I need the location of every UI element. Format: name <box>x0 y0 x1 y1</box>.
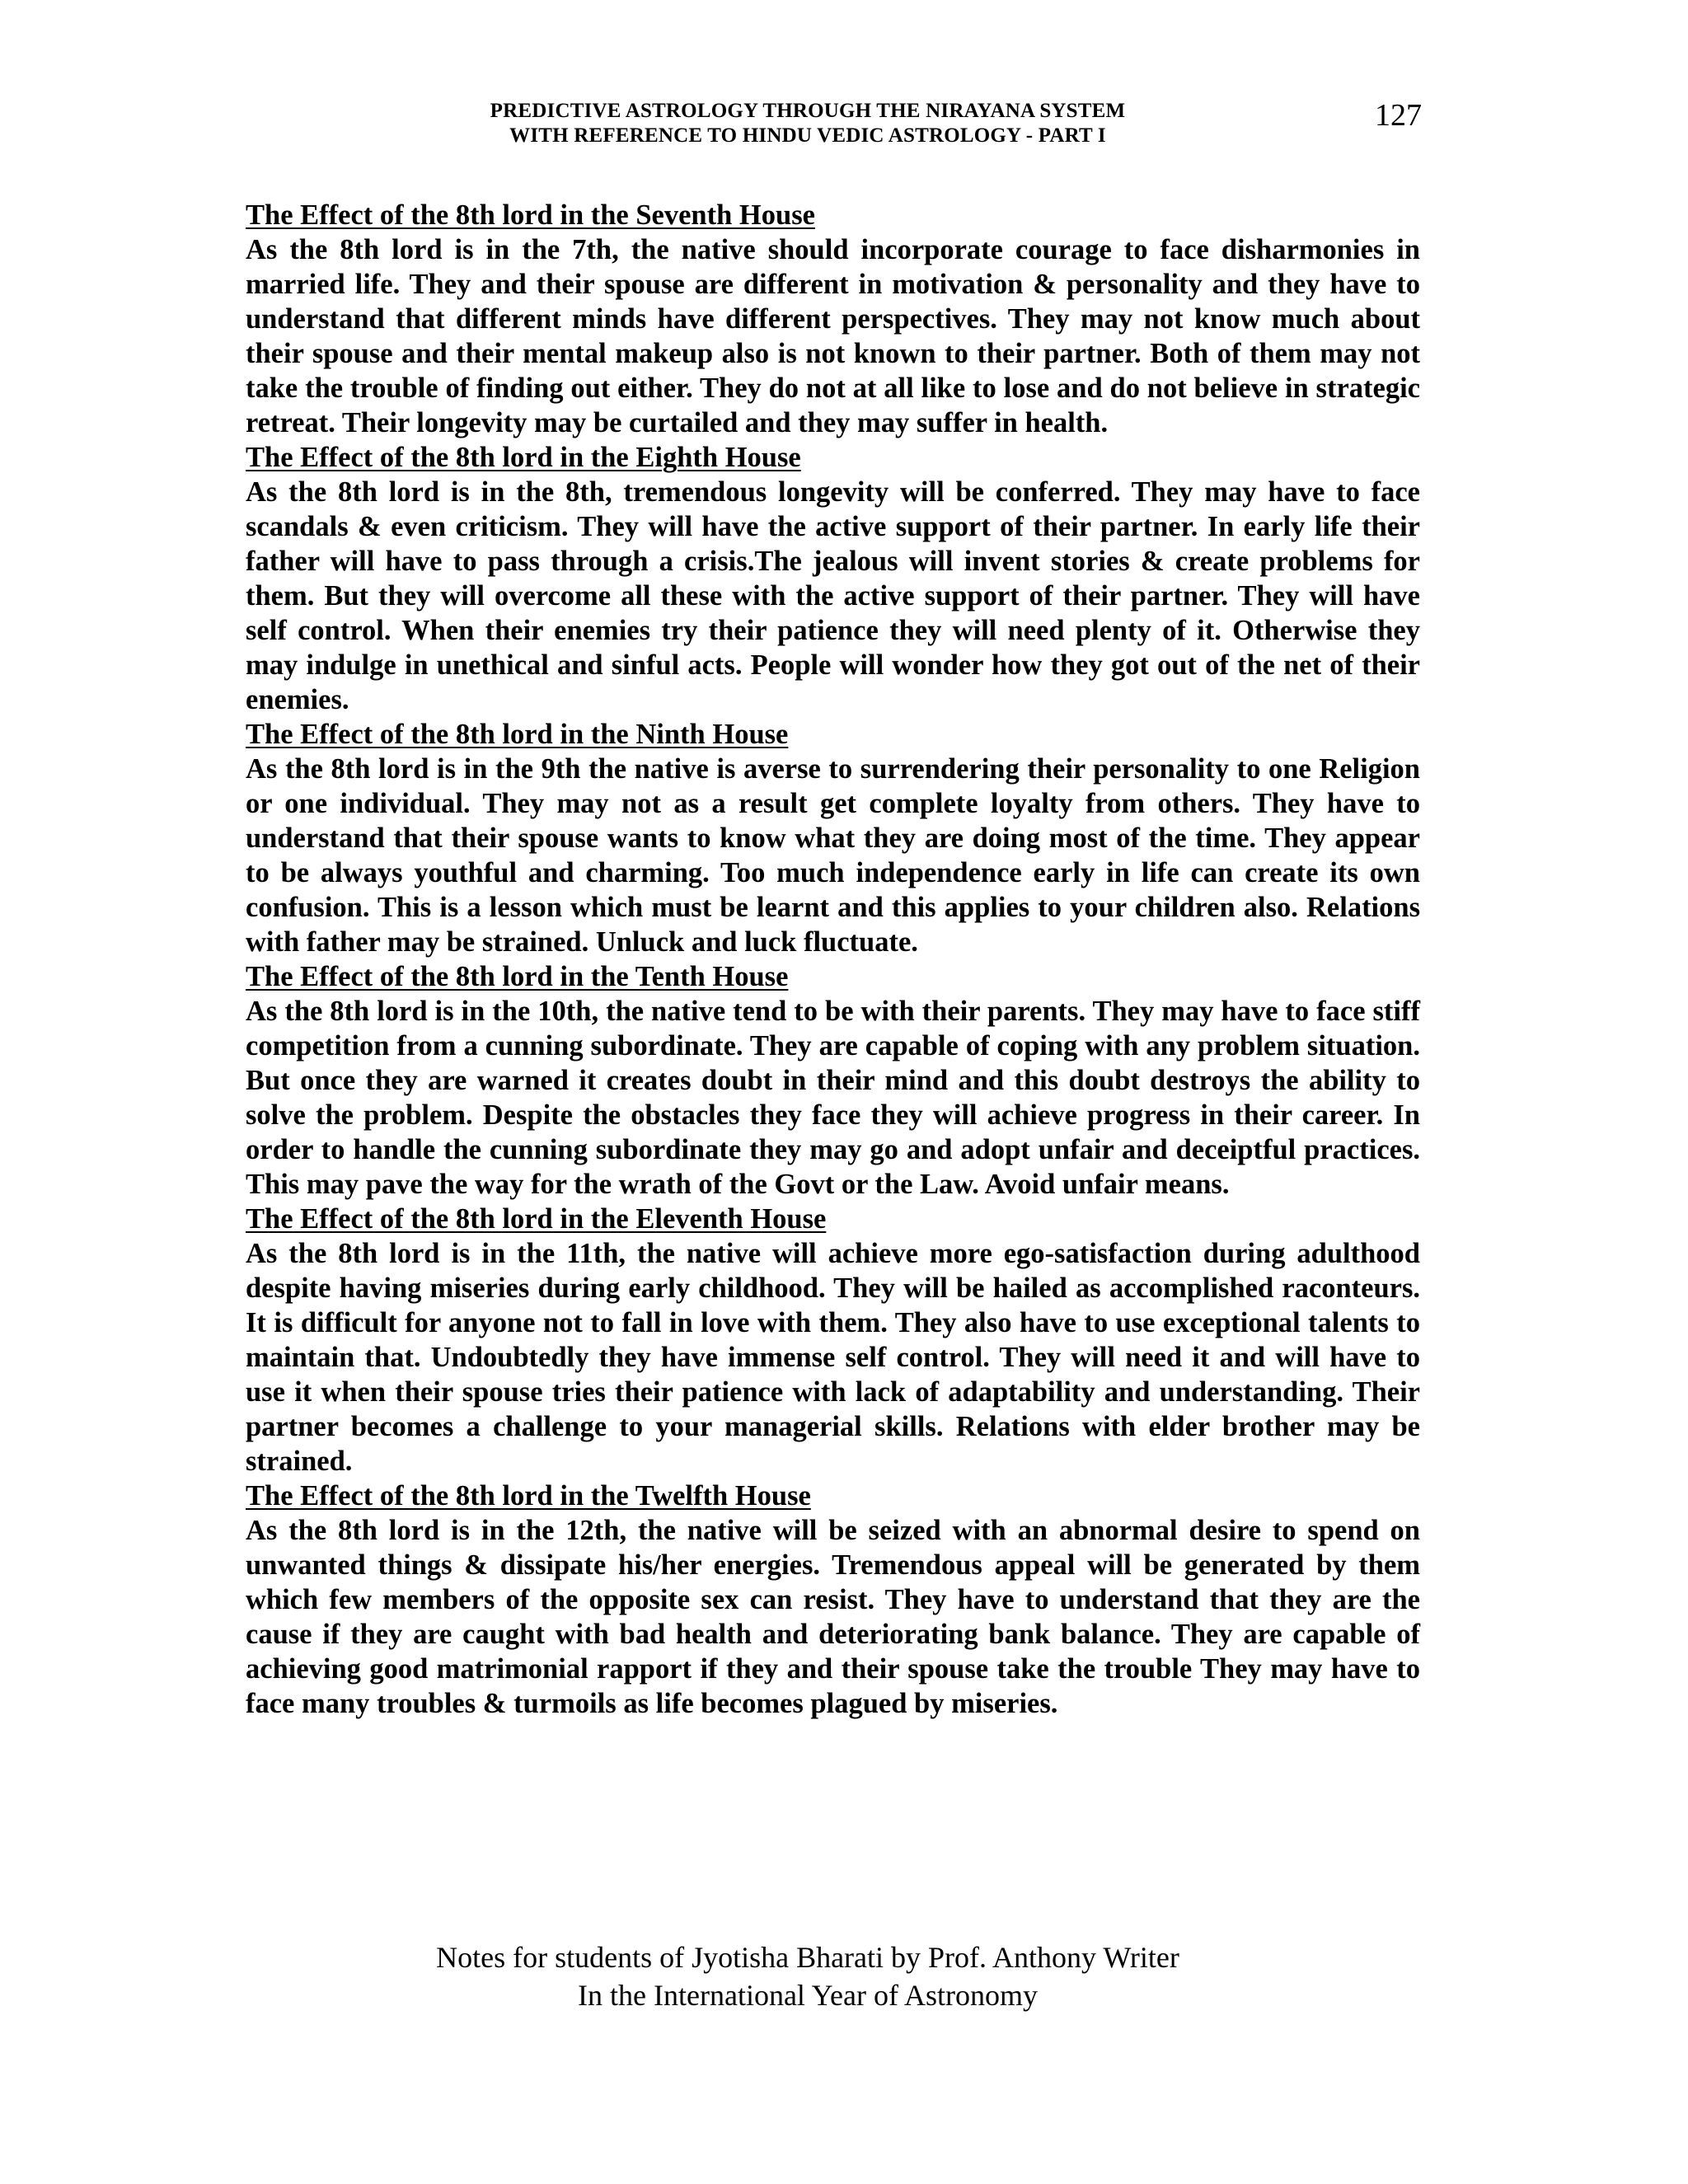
section-body: As the 8th lord is in the 10th, the native tend to be with their parents. They may have to face stiff competition from a cunning subordinate. They are capable of coping with any problem situation. But once they are warned it creates doubt in their mind and this doubt destroys the ability to solve the problem. Despite the obstacles they face they will achieve progress in their career. In order to handle the cunning subordinate they may go and adopt unfair and deceiptful practices. This may pave the way for the wrath of the Govt or the Law. Avoid unfair means. <box>246 996 1420 1200</box>
section-heading: The Effect of the 8th lord in the Twelfth House <box>246 1480 811 1511</box>
section-heading: The Effect of the 8th lord in the Ninth House <box>246 719 789 750</box>
section-body: As the 8th lord is in the 9th the native is averse to surrendering their personality to one Religion or one individual. They may not as a result get complete loyalty from others. They have to understand that their spouse wants to know what they are doing most of the time. They appear to be always youthful and charming. Too much independence early in life can create its own confusion. This is a lesson which must be learnt and this applies to your children also. Relations with father may be strained. Unluck and luck fluctuate. <box>246 753 1420 958</box>
header-title-line-1: PREDICTIVE ASTROLOGY THROUGH THE NIRAYANA SYSTEM <box>490 100 1126 122</box>
section-heading: The Effect of the 8th lord in the Eighth House <box>246 442 801 473</box>
page-footer <box>0 1938 1615 2014</box>
running-header <box>0 99 1615 148</box>
section-seventh-house <box>246 198 1420 440</box>
section-twelfth-house <box>246 1479 1420 1721</box>
main-content <box>246 198 1420 1721</box>
footer-line-2: In the International Year of Astronomy <box>578 1979 1038 2012</box>
section-body: As the 8th lord is in the 7th, the native should incorporate courage to face disharmonies in married life. They and their spouse are different in motivation & personality and they have to understand that different minds have different perspectives. They may not know much about their spouse and their mental makeup also is not known to their partner. Both of them may not take the trouble of finding out either. They do not at all like to lose and do not believe in strategic retreat. Their longevity may be curtailed and they may suffer in health. <box>246 234 1420 438</box>
section-eighth-house <box>246 440 1420 717</box>
section-heading: The Effect of the 8th lord in the Tenth House <box>246 961 789 992</box>
section-body: As the 8th lord is in the 12th, the native will be seized with an abnormal desire to spend on unwanted things & dissipate his/her energies. Tremendous appeal will be generated by them which few members of the opposite sex can resist. They have to understand that they are the cause if they are caught with bad health and deteriorating bank balance. They are capable of achieving good matrimonial rapport if they and their spouse take the trouble They may have to face many troubles & turmoils as life becomes plagued by miseries. <box>246 1515 1420 1719</box>
section-tenth-house <box>246 959 1420 1202</box>
header-title-line-2: WITH REFERENCE TO HINDU VEDIC ASTROLOGY - PART I <box>509 124 1106 147</box>
section-eleventh-house <box>246 1202 1420 1479</box>
section-heading: The Effect of the 8th lord in the Seventh House <box>246 199 815 231</box>
section-ninth-house <box>246 717 1420 959</box>
section-body: As the 8th lord is in the 11th, the native will achieve more ego-satisfaction during adulthood despite having miseries during early childhood. They will be hailed as accomplished raconteurs. It is difficult for anyone not to fall in love with them. They also have to use exceptional talents to maintain that. Undoubtedly they have immense self control. They will need it and will have to use it when their spouse tries their patience with lack of adaptability and understanding. Their partner becomes a challenge to your managerial skills. Relations with elder brother may be strained. <box>246 1238 1420 1477</box>
page-number: 127 <box>1375 98 1422 133</box>
footer-line-1: Notes for students of Jyotisha Bharati by Prof. Anthony Writer <box>436 1941 1179 1974</box>
section-heading: The Effect of the 8th lord in the Eleventh House <box>246 1203 827 1235</box>
section-body: As the 8th lord is in the 8th, tremendous longevity will be conferred. They may have to face scandals & even criticism. They will have the active support of their partner. In early life their father will have to pass through a crisis.The jealous will invent stories & create problems for them. But they will overcome all these with the active support of their partner. They will have self control. When their enemies try their patience they will need plenty of it. Otherwise they may indulge in unethical and sinful acts. People will wonder how they got out of the net of their enemies. <box>246 476 1420 715</box>
